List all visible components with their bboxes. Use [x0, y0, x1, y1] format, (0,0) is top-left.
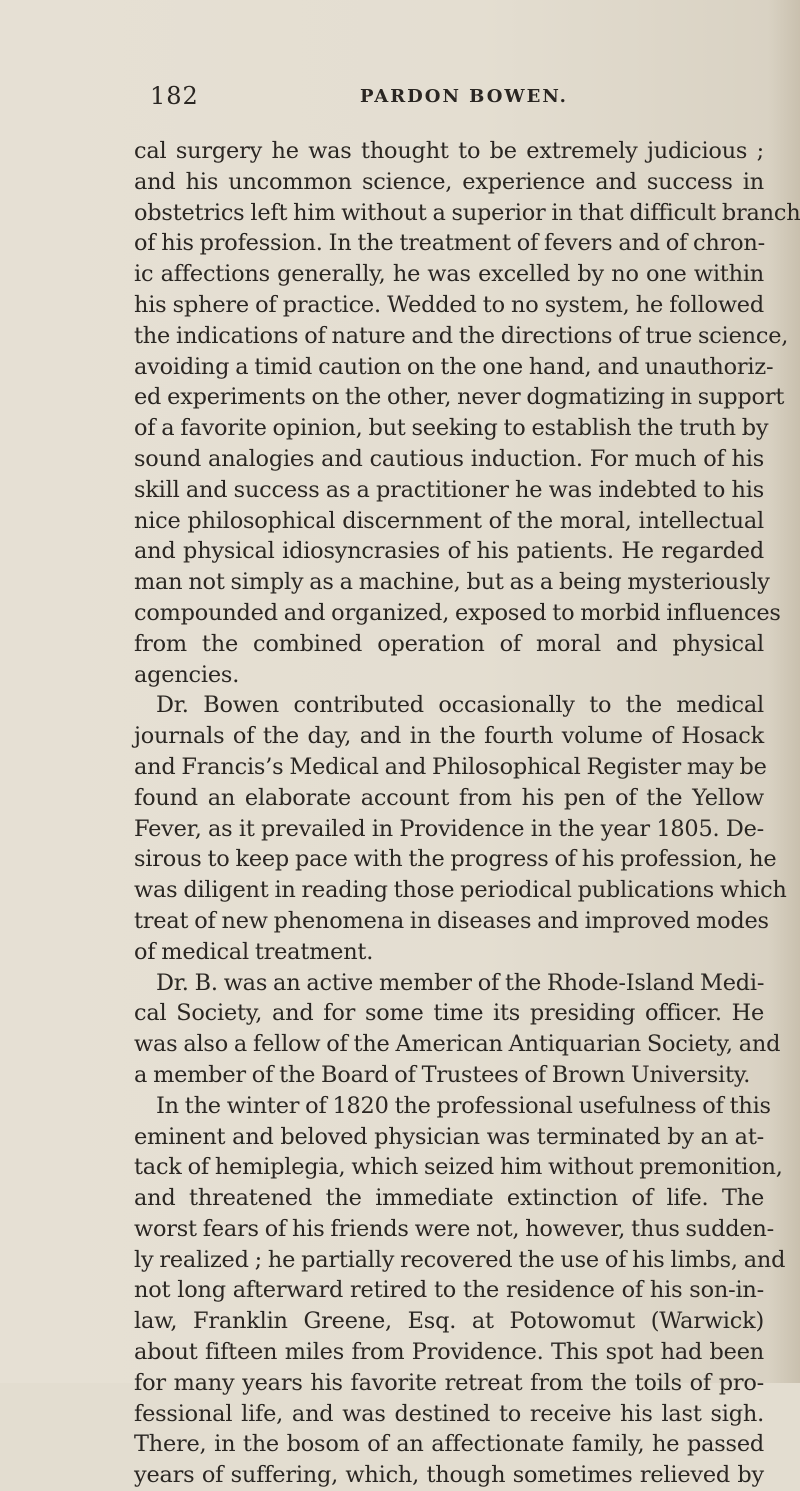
text-line: from the combined operation of moral and physical [134, 630, 764, 657]
text-line: for many years his favorite retreat from the toils of pro- [134, 1369, 764, 1396]
text-line: worst fears of his friends were not, however, thus sudden- [134, 1215, 774, 1242]
running-head: PARDON BOWEN. [360, 86, 568, 107]
text-line: There, in the bosom of an affectionate family, he passed [134, 1431, 764, 1458]
text-line: law, Franklin Greene, Esq. at Potowomut (Warwick) [134, 1308, 764, 1335]
text-line: treat of new phenomena in diseases and improved modes [134, 907, 769, 934]
text-line: ly realized ; he partially recovered the use of his limbs, and [134, 1246, 786, 1273]
text-line: obstetrics left him without a superior in that difficult branch [134, 199, 800, 226]
text-line: the indications of nature and the directions of true science, [134, 322, 789, 349]
text-line: fessional life, and was destined to receive his last sigh. [134, 1400, 764, 1427]
text-line: not long afterward retired to the residence of his son-in- [134, 1277, 764, 1304]
text-line: and his uncommon science, experience and success in [134, 168, 764, 195]
text-line: a member of the Board of Trustees of Brown University. [134, 1061, 751, 1088]
text-line: about fifteen miles from Providence. This spot had been [134, 1339, 764, 1366]
text-line: of his profession. In the treatment of fevers and of chron- [134, 230, 765, 257]
text-line: avoiding a timid caution on the one hand, and unauthoriz- [134, 353, 774, 380]
text-line: skill and success as a practitioner he was indebted to his [134, 476, 764, 503]
page-number: 182 [150, 82, 199, 110]
text-line: cal surgery he was thought to be extremely judicious ; [134, 138, 764, 164]
text-line: tack of hemiplegia, which seized him without premonition, [134, 1154, 783, 1181]
text-line: man not simply as a machine, but as a being mysteriously [134, 569, 770, 596]
text-line: his sphere of practice. Wedded to no system, he followed [134, 291, 764, 318]
text-line: years of suffering, which, though sometimes relieved by [134, 1462, 764, 1489]
text-line: compounded and organized, exposed to morbid influences [134, 599, 781, 626]
text-line: nice philosophical discernment of the moral, intellectual [134, 507, 764, 534]
body-text [134, 136, 800, 1491]
text-line: In the winter of 1820 the professional usefulness of this [156, 1092, 771, 1119]
page-header [150, 82, 752, 112]
text-line: ed experiments on the other, never dogmatizing in support [134, 384, 785, 411]
text-line: agencies. [134, 661, 240, 688]
text-line: and physical idiosyncrasies of his patients. He regarded [134, 538, 764, 565]
text-line: sirous to keep pace with the progress of his profession, he [134, 846, 777, 873]
text-line: cal Society, and for some time its presiding officer. He [134, 1000, 764, 1027]
text-line: and threatened the immediate extinction of life. The [134, 1185, 764, 1212]
text-line: journals of the day, and in the fourth volume of Hosack [134, 723, 764, 750]
text-line: Dr. B. was an active member of the Rhode-Island Medi- [156, 969, 765, 996]
text-line: and Francis’s Medical and Philosophical Register may be [134, 753, 767, 780]
text-line: of a favorite opinion, but seeking to establish the truth by [134, 415, 769, 442]
text-line: was also a fellow of the American Antiquarian Society, and [134, 1031, 781, 1058]
text-line: found an elaborate account from his pen of the Yellow [134, 784, 764, 811]
text-line: ic affections generally, he was excelled by no one within [134, 261, 764, 288]
text-line: of medical treatment. [134, 938, 374, 965]
text-line: Fever, as it prevailed in Providence in the year 1805. De- [134, 815, 764, 842]
text-line: sound analogies and cautious induction. For much of his [134, 445, 764, 472]
text-line: was diligent in reading those periodical publications which [134, 877, 787, 904]
text-line: eminent and beloved physician was terminated by an at- [134, 1123, 764, 1150]
text-line: Dr. Bowen contributed occasionally to the medical [156, 692, 764, 719]
